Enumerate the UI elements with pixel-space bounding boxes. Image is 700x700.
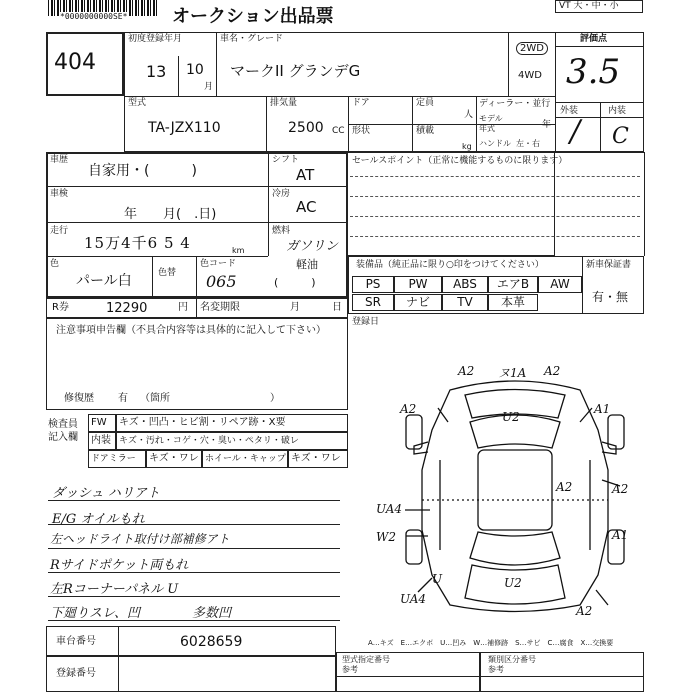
insp-interior-label: 内装 xyxy=(88,432,116,450)
mark-hood-right: A2 xyxy=(544,364,561,378)
displacement-label: 排気量 xyxy=(270,98,298,108)
equipment-label: 装備品（純正品に限り○印をつけてください） xyxy=(356,260,544,270)
new-car-warranty-options: 有・無 xyxy=(592,290,629,304)
model-year-unit: 年 xyxy=(542,120,552,130)
class-code-sub: 参考 xyxy=(488,665,504,674)
mileage-unit: km xyxy=(232,246,245,255)
mark-hood-left: A2 xyxy=(458,364,475,378)
remark-2: E/G オイルもれ xyxy=(52,512,145,527)
fuel-paren: ( ) xyxy=(274,276,316,289)
scale-small: 小 xyxy=(609,1,619,11)
first-reg-month: 10 xyxy=(186,62,204,78)
damage-legend: A…キズ E…エクボ U…凹み W…補修跡 S…サビ C…腐食 X…交換要 xyxy=(368,639,614,647)
shape-label: 形状 xyxy=(352,126,371,136)
recycle-label: R券 xyxy=(52,302,69,313)
color-value: パール白 xyxy=(76,273,132,289)
aircon-label: 冷房 xyxy=(272,189,291,199)
shift-label: シフト xyxy=(272,155,300,165)
lot-number: 404 xyxy=(54,50,96,75)
repair-label: 修復歴 xyxy=(64,393,94,404)
mark-right-side: A2 xyxy=(612,482,629,496)
capacity-label: 定員 xyxy=(416,98,435,108)
form-title: オークション出品票 xyxy=(172,6,334,27)
tax-day-unit: 日 xyxy=(332,302,342,313)
mark-rear-corner: U xyxy=(432,572,443,586)
score-value: 3.5 xyxy=(566,52,621,92)
remark-6: 下廻りスレ、凹 多数凹 xyxy=(50,606,231,621)
car-name: マークII グランデG xyxy=(230,62,361,80)
mark-left-rear: W2 xyxy=(376,530,396,544)
exterior-label: 外装 xyxy=(560,106,579,116)
insp-interior-options: キズ・汚れ・コゲ・穴・臭い・ペタリ・破レ xyxy=(116,432,348,450)
mileage-label: 走行 xyxy=(50,226,69,236)
chassis-value: 6028659 xyxy=(180,634,243,650)
mark-roof-front: U2 xyxy=(502,410,520,424)
dealer-label: ディーラー・並行 xyxy=(479,99,551,109)
fuel-label: 燃料 xyxy=(272,226,291,236)
mark-hood-center: ヌ1A xyxy=(498,366,527,380)
shift-value: AT xyxy=(296,166,315,184)
exterior-value: / xyxy=(570,114,581,149)
load-unit: kg xyxy=(462,142,472,151)
mileage-value: 15万4千6 5 4 xyxy=(84,234,191,252)
equip-tv[interactable]: TV xyxy=(442,294,488,311)
remark-1: ダッシュ ハリアト xyxy=(52,486,160,501)
registration-label: 登録番号 xyxy=(56,668,96,679)
class-code-label: 類別区分番号 xyxy=(488,655,536,664)
chassis-label: 車台番号 xyxy=(56,636,96,647)
drive-2wd: 2WD xyxy=(516,42,548,55)
type-cert-label: 型式指定番号 xyxy=(342,655,390,664)
insp-mirror-options: キズ・ワレ xyxy=(146,450,202,468)
remark-4: Rサイドポケット両もれ xyxy=(50,558,189,573)
scale-vt: VT xyxy=(559,1,571,11)
equip-leather[interactable]: 本革 xyxy=(488,294,538,311)
insp-wheel-label: ホイール・キャップ xyxy=(202,450,288,468)
car-name-label: 車名・グレード xyxy=(220,34,284,44)
remark-5: 左Rコーナーパネル U xyxy=(50,582,179,597)
fuel-alt: 軽油 xyxy=(296,258,318,271)
repair-value: 有 xyxy=(118,393,128,404)
delivery-label: 登録日 xyxy=(352,317,380,327)
equip-aw[interactable]: AW xyxy=(538,276,582,293)
notes-label: 注意事項申告欄（不具合内容等は具体的に記入して下さい） xyxy=(56,325,326,336)
new-car-warranty-label: 新車保証書 xyxy=(586,260,632,270)
model-label: 型式 xyxy=(128,98,147,108)
recycle-row xyxy=(46,298,348,318)
usage-value: 自家用・( ) xyxy=(88,163,197,179)
first-reg-month-unit: 月 xyxy=(204,82,214,92)
score-label: 評価点 xyxy=(580,34,608,44)
color-change-label: 色替 xyxy=(158,268,177,278)
load-label: 積載 xyxy=(416,126,435,136)
equip-pw[interactable]: PW xyxy=(394,276,442,293)
repair-paren: （箇所 ） xyxy=(140,393,280,404)
tax-label: 名変期限 xyxy=(200,302,240,313)
mark-rear-right: A2 xyxy=(576,604,593,618)
equip-sr[interactable]: SR xyxy=(352,294,394,311)
drive-4wd: 4WD xyxy=(518,70,542,81)
insp-fw-label: FW xyxy=(88,414,116,432)
mark-rear-left: UA4 xyxy=(400,592,427,606)
equip-ps[interactable]: PS xyxy=(352,276,394,293)
interior-value: C xyxy=(612,124,629,149)
mark-front-right: A1 xyxy=(594,402,611,416)
scale-box: VT 大・中・小 xyxy=(555,0,643,13)
equip-airbag[interactable]: エアB xyxy=(488,276,538,293)
doors-label: ドア xyxy=(352,98,370,108)
fuel-value: ガソリン xyxy=(286,239,339,254)
mark-trunk: U2 xyxy=(504,576,522,590)
inspector-label: 検査員記入欄 xyxy=(48,419,78,443)
insp-wheel-options: キズ・ワレ xyxy=(288,450,348,468)
sales-point-frame xyxy=(348,152,555,256)
equip-abs[interactable]: ABS xyxy=(442,276,488,293)
insp-mirror-label: ドアミラー xyxy=(88,450,146,468)
first-reg-label: 初度登録年月 xyxy=(128,34,183,44)
model-year-label: モデル年式 xyxy=(479,114,503,133)
scale-mid: 中 xyxy=(591,1,601,11)
aircon-value: AC xyxy=(296,198,317,216)
mark-right-rear: A1 xyxy=(612,528,629,542)
color-code: 065 xyxy=(206,272,237,291)
interior-label: 内装 xyxy=(608,106,627,116)
handle-label: ハンドル xyxy=(479,139,511,148)
first-reg-year: 13 xyxy=(146,62,167,81)
recycle-value: 12290 xyxy=(106,301,148,316)
sales-point-label: セールスポイント（正常に機能するものに限ります） xyxy=(352,156,568,166)
inspection-label: 車検 xyxy=(50,189,69,199)
mark-left-door: UA4 xyxy=(376,502,403,516)
displacement-value: 2500 xyxy=(288,120,324,136)
mark-front-left: A2 xyxy=(400,402,417,416)
displacement-unit: CC xyxy=(332,126,345,136)
remark-3: 左ヘッドライト取付け部補修アト xyxy=(50,532,230,546)
scale-large: 大 xyxy=(573,1,583,11)
mark-mid-right: A2 xyxy=(556,480,573,494)
color-code-label: 色コード xyxy=(200,259,237,269)
color-label: 色 xyxy=(50,259,60,269)
handle-options: 左・右 xyxy=(516,139,540,148)
equip-navi[interactable]: ナビ xyxy=(394,294,442,311)
capacity-unit: 人 xyxy=(464,110,474,120)
inspection-value: 年 月( .日) xyxy=(124,207,217,222)
model-value: TA-JZX110 xyxy=(148,120,221,136)
usage-label: 車歴 xyxy=(50,155,69,165)
type-cert-sub: 参考 xyxy=(342,665,358,674)
insp-fw-options: キズ・凹凸・ヒビ割・リペア跡・X要 xyxy=(116,414,348,432)
barcode-number: *0000000000SE* xyxy=(60,12,128,21)
tax-unit: 月 xyxy=(290,302,300,313)
recycle-unit: 円 xyxy=(178,302,188,313)
